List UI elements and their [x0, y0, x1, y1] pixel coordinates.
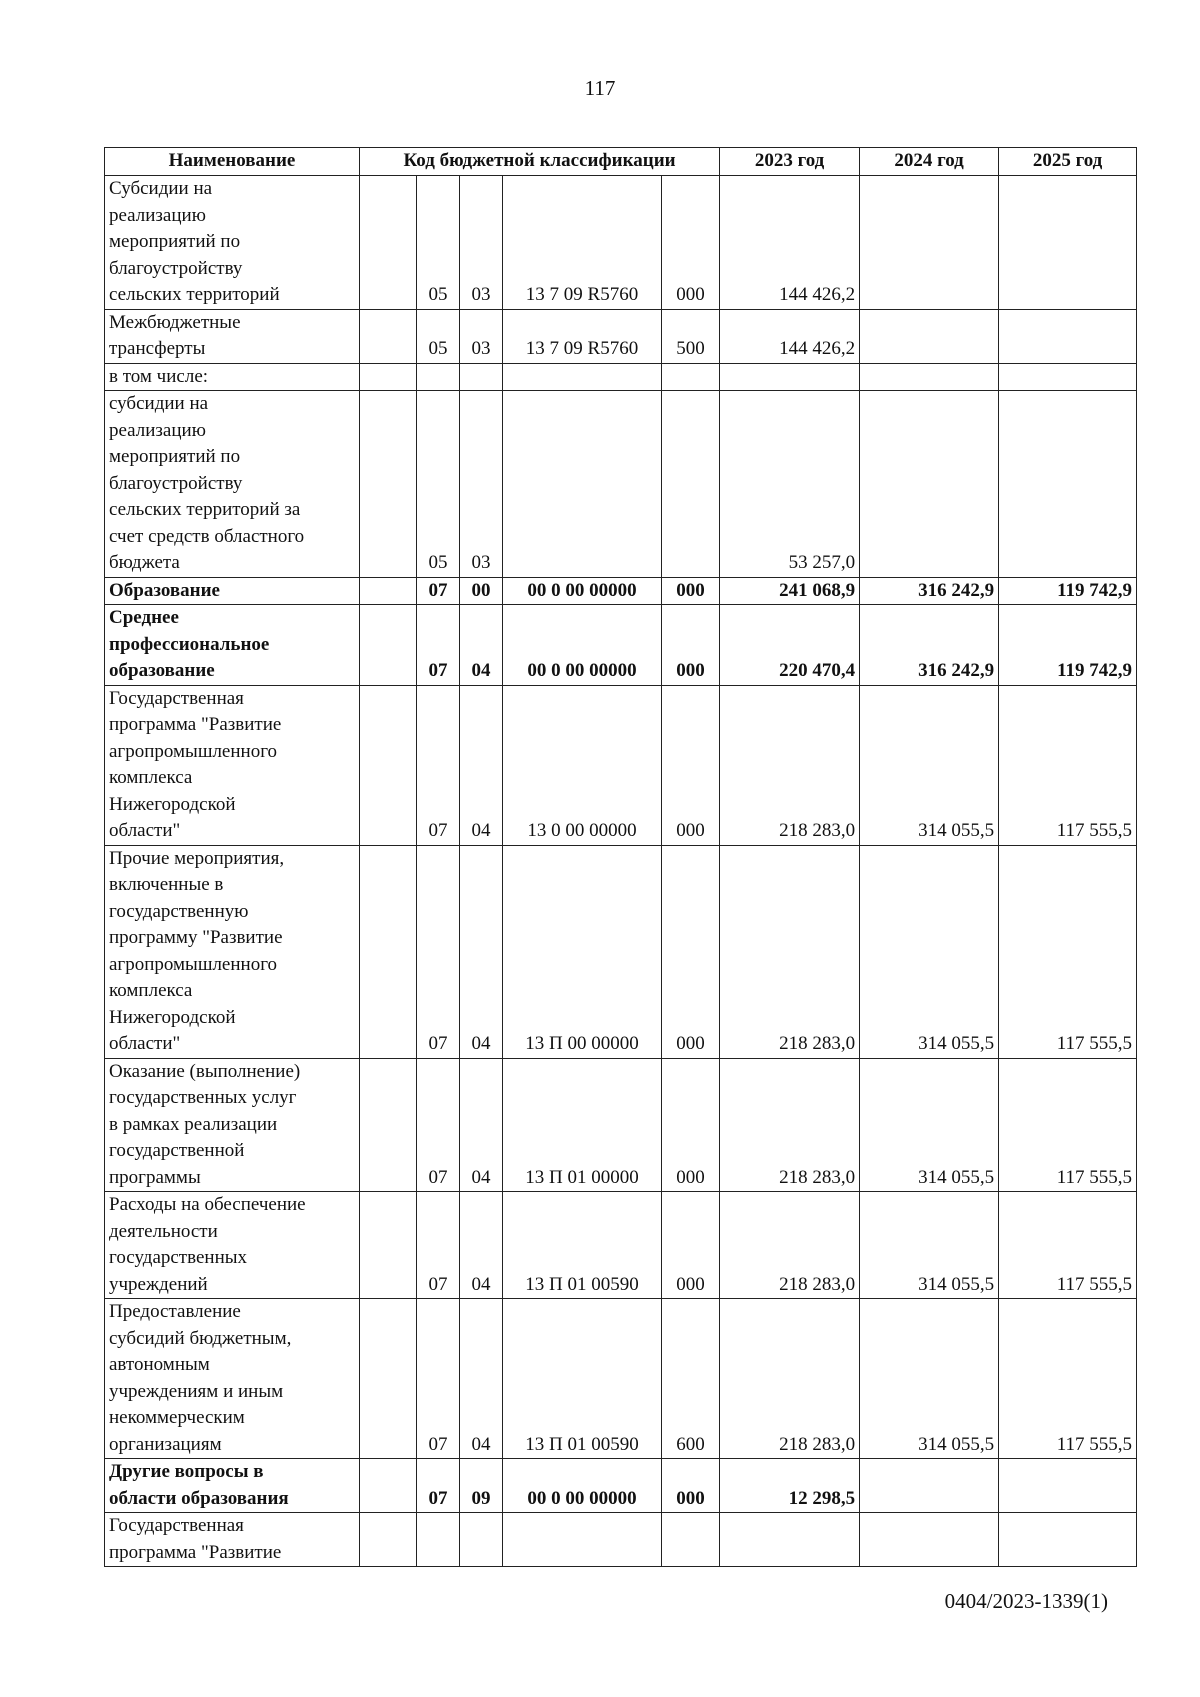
row-name: Другие вопросы в области образования [105, 1459, 360, 1513]
code-expense-type: 000 [662, 1459, 720, 1513]
code-subsection: 03 [460, 176, 503, 310]
code-expense-type: 000 [662, 1058, 720, 1192]
code-section-blank [360, 1459, 417, 1513]
value-2023: 144 426,2 [720, 176, 860, 310]
row-name: Оказание (выполнение) государственных услуг в рамках реализации государственной программы [105, 1058, 360, 1192]
table-row [105, 309, 1137, 363]
value-2024: 316 242,9 [860, 577, 999, 605]
table-header-row [105, 148, 1137, 176]
value-2023: 12 298,5 [720, 1459, 860, 1513]
value-2025 [999, 363, 1137, 391]
row-name: Прочие мероприятия, включенные в государственную программу "Развитие агропромышленного комплекса Нижегородской области" [105, 845, 360, 1058]
value-2024: 314 055,5 [860, 685, 999, 845]
code-target: 13 П 01 00590 [503, 1192, 662, 1299]
table-row [105, 1299, 1137, 1459]
table-body [105, 176, 1137, 1567]
code-subsection [460, 363, 503, 391]
value-2024: 314 055,5 [860, 1192, 999, 1299]
row-name: Образование [105, 577, 360, 605]
code-section [417, 363, 460, 391]
code-section: 05 [417, 176, 460, 310]
value-2025 [999, 391, 1137, 578]
code-target: 13 7 09 R5760 [503, 176, 662, 310]
row-name: Субсидии на реализацию мероприятий по благоустройству сельских территорий [105, 176, 360, 310]
row-name: в том числе: [105, 363, 360, 391]
value-2024: 314 055,5 [860, 1058, 999, 1192]
code-section-blank [360, 391, 417, 578]
code-section-blank [360, 685, 417, 845]
code-expense-type [662, 1513, 720, 1567]
code-section [417, 1513, 460, 1567]
code-target: 13 7 09 R5760 [503, 309, 662, 363]
code-subsection: 04 [460, 685, 503, 845]
code-subsection: 04 [460, 1192, 503, 1299]
value-2024: 314 055,5 [860, 845, 999, 1058]
code-section: 07 [417, 1058, 460, 1192]
code-section-blank [360, 1299, 417, 1459]
row-name: Межбюджетные трансферты [105, 309, 360, 363]
value-2023: 218 283,0 [720, 1058, 860, 1192]
table-row [105, 685, 1137, 845]
value-2025: 119 742,9 [999, 577, 1137, 605]
value-2025: 117 555,5 [999, 1192, 1137, 1299]
code-subsection: 03 [460, 391, 503, 578]
code-subsection: 04 [460, 605, 503, 686]
code-section-blank [360, 577, 417, 605]
code-target: 13 П 01 00000 [503, 1058, 662, 1192]
code-section-blank [360, 1192, 417, 1299]
document-id: 0404/2023-1339(1) [944, 1589, 1108, 1613]
code-target: 00 0 00 00000 [503, 577, 662, 605]
value-2023: 53 257,0 [720, 391, 860, 578]
code-expense-type: 000 [662, 685, 720, 845]
header-2024: 2024 год [860, 148, 999, 176]
code-section-blank [360, 309, 417, 363]
code-section-blank [360, 1513, 417, 1567]
code-section: 07 [417, 685, 460, 845]
value-2025 [999, 309, 1137, 363]
code-section-blank [360, 176, 417, 310]
row-name: Среднее профессиональное образование [105, 605, 360, 686]
code-expense-type: 500 [662, 309, 720, 363]
table-row [105, 605, 1137, 686]
page-number: 117 [584, 76, 616, 100]
value-2025: 117 555,5 [999, 1299, 1137, 1459]
value-2025 [999, 1459, 1137, 1513]
code-expense-type: 000 [662, 176, 720, 310]
code-subsection: 04 [460, 845, 503, 1058]
code-target: 13 П 01 00590 [503, 1299, 662, 1459]
code-subsection: 04 [460, 1058, 503, 1192]
code-target [503, 391, 662, 578]
value-2023: 218 283,0 [720, 1192, 860, 1299]
row-name: Государственная программа "Развитие [105, 1513, 360, 1567]
code-expense-type: 600 [662, 1299, 720, 1459]
value-2024: 316 242,9 [860, 605, 999, 686]
header-name: Наименование [105, 148, 360, 176]
code-expense-type [662, 363, 720, 391]
code-target [503, 1513, 662, 1567]
code-expense-type: 000 [662, 605, 720, 686]
value-2024 [860, 1513, 999, 1567]
budget-table [104, 147, 1137, 1567]
code-expense-type: 000 [662, 1192, 720, 1299]
value-2024: 314 055,5 [860, 1299, 999, 1459]
value-2024 [860, 176, 999, 310]
table-row [105, 363, 1137, 391]
value-2023 [720, 363, 860, 391]
code-expense-type: 000 [662, 845, 720, 1058]
value-2025: 117 555,5 [999, 685, 1137, 845]
table-row [105, 1192, 1137, 1299]
table-row [105, 577, 1137, 605]
table-row [105, 1058, 1137, 1192]
code-section: 07 [417, 1459, 460, 1513]
code-subsection: 09 [460, 1459, 503, 1513]
header-2025: 2025 год [999, 148, 1137, 176]
value-2025 [999, 176, 1137, 310]
code-section: 05 [417, 309, 460, 363]
code-section-blank [360, 605, 417, 686]
code-section: 05 [417, 391, 460, 578]
code-target: 13 0 00 00000 [503, 685, 662, 845]
value-2023: 144 426,2 [720, 309, 860, 363]
code-target: 13 П 00 00000 [503, 845, 662, 1058]
value-2023 [720, 1513, 860, 1567]
code-section-blank [360, 1058, 417, 1192]
row-name: Расходы на обеспечение деятельности государственных учреждений [105, 1192, 360, 1299]
code-section-blank [360, 363, 417, 391]
table-row [105, 845, 1137, 1058]
code-target: 00 0 00 00000 [503, 1459, 662, 1513]
value-2025 [999, 1513, 1137, 1567]
code-section: 07 [417, 1192, 460, 1299]
value-2024 [860, 1459, 999, 1513]
row-name: Предоставление субсидий бюджетным, автономным учреждениям и иным некоммерческим организациям [105, 1299, 360, 1459]
header-2023: 2023 год [720, 148, 860, 176]
code-subsection: 03 [460, 309, 503, 363]
header-code: Код бюджетной классификации [360, 148, 720, 176]
value-2025: 119 742,9 [999, 605, 1137, 686]
value-2024 [860, 363, 999, 391]
code-section: 07 [417, 577, 460, 605]
table-row [105, 1513, 1137, 1567]
value-2024 [860, 309, 999, 363]
code-section: 07 [417, 845, 460, 1058]
code-section: 07 [417, 1299, 460, 1459]
code-target [503, 363, 662, 391]
value-2024 [860, 391, 999, 578]
value-2023: 218 283,0 [720, 1299, 860, 1459]
value-2025: 117 555,5 [999, 845, 1137, 1058]
value-2023: 241 068,9 [720, 577, 860, 605]
row-name: Государственная программа "Развитие агропромышленного комплекса Нижегородской области" [105, 685, 360, 845]
code-target: 00 0 00 00000 [503, 605, 662, 686]
code-section: 07 [417, 605, 460, 686]
row-name: субсидии на реализацию мероприятий по благоустройству сельских территорий за счет средств областного бюджета [105, 391, 360, 578]
table-row [105, 176, 1137, 310]
code-subsection [460, 1513, 503, 1567]
table-row [105, 391, 1137, 578]
code-subsection: 04 [460, 1299, 503, 1459]
table-row [105, 1459, 1137, 1513]
value-2023: 220 470,4 [720, 605, 860, 686]
value-2023: 218 283,0 [720, 685, 860, 845]
code-subsection: 00 [460, 577, 503, 605]
code-section-blank [360, 845, 417, 1058]
value-2025: 117 555,5 [999, 1058, 1137, 1192]
code-expense-type [662, 391, 720, 578]
code-expense-type: 000 [662, 577, 720, 605]
value-2023: 218 283,0 [720, 845, 860, 1058]
